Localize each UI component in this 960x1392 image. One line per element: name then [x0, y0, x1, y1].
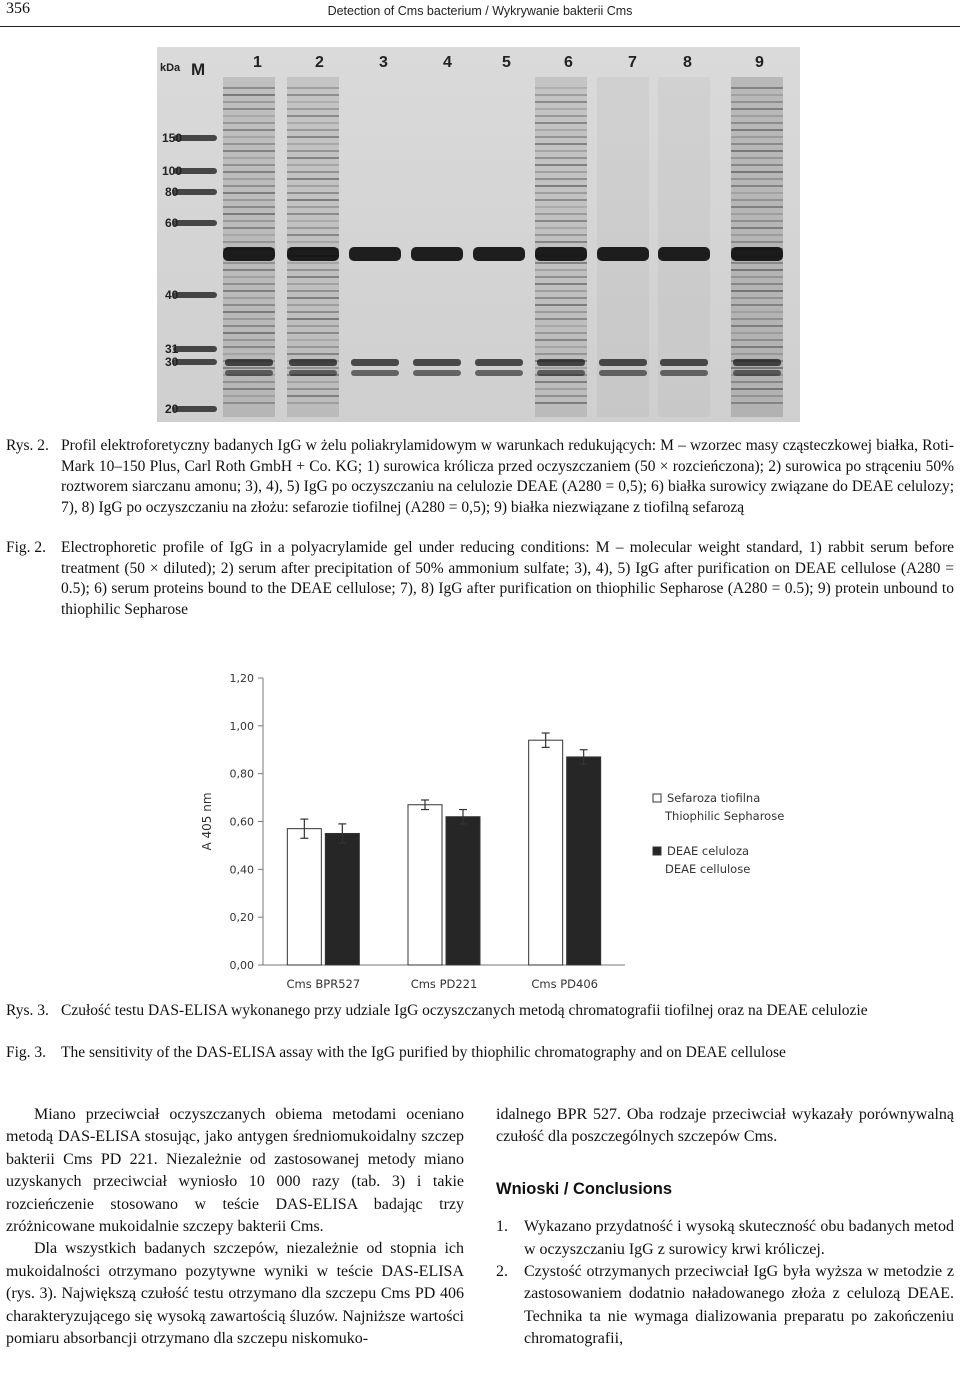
gel-marker-label-100: 100	[162, 164, 183, 178]
fig2-caption-pl	[6, 436, 954, 518]
gel-kda-label: kDa	[160, 62, 181, 74]
gel-marker-label-31: 31	[165, 342, 179, 356]
legend-label: Sefaroza tiofilna	[667, 791, 761, 805]
x-category-label: Cms PD221	[410, 977, 478, 991]
y-axis-title: A 405 nm	[200, 792, 214, 851]
conclusion-item	[496, 1261, 954, 1351]
gel-lane-label-2: 2	[315, 54, 324, 71]
fig2-text-pl: Profil elektroforetyczny badanych IgG w żelu poliakrylamidowym w warunkach redukujących: M – wzorzec masy cząsteczkowej białka, Roti-Mark 10–150 Plus, Carl Roth GmbH + Co. KG; 1) surowica królicza przed oczyszczaniem (50 × rozcieńczona); 2) surowica po strąceniu 50% roztworem siarczanu amonu; 3), 4), 5) IgG po oczyszczaniu na celulozie DEAE (A280 = 0,5); 6) białka surowicy związane do DEAE celulozy; 7), 8) IgG po oczyszczaniu na złożu: sefarozie tiofilnej (A280 = 0,5); 9) białka niezwiązane z tiofilną sefarozą	[61, 437, 954, 516]
gel-marker-label-30: 30	[165, 355, 179, 369]
gel-lane-label-1: 1	[253, 54, 262, 71]
body-column-left	[6, 1104, 464, 1350]
bar-deae-1	[446, 817, 480, 965]
bar-sepharose-0	[287, 829, 321, 965]
running-title: Detection of Cms bacterium / Wykrywanie bakterii Cms	[327, 4, 633, 18]
y-tick-label: 0,00	[229, 959, 254, 972]
y-tick-label: 0,40	[229, 863, 254, 877]
gel-marker-label-80: 80	[165, 185, 179, 199]
gel-lane-label-3: 3	[379, 54, 388, 71]
bar-sepharose-2	[529, 740, 563, 965]
body-paragraph: Dla wszystkich badanych szczepów, niezależnie od stopnia ich mukoidalności otrzymano pozytywne wyniki w teście DAS-ELISA (rys. 3). Największą czułość testu otrzymano dla szczepu Cms PD 406 charakteryzującego się wysoką zawartością śluzów. Najniższe wartości pomiaru absorbancji otrzymano dla szczepu niskomuko-	[6, 1240, 464, 1348]
fig3-caption-en	[6, 1043, 954, 1064]
gel-lane-label-6: 6	[564, 54, 573, 71]
gel-marker-label-40: 40	[165, 288, 179, 302]
body-column-right	[496, 1104, 954, 1351]
x-category-label: Cms PD406	[531, 977, 598, 991]
x-category-label: Cms BPR527	[286, 977, 361, 991]
fig3-label-pl: Rys. 3.	[6, 1002, 49, 1019]
legend-swatch	[653, 794, 661, 802]
bar-deae-2	[567, 757, 601, 965]
fig2-label-pl: Rys. 2.	[6, 437, 49, 454]
body-paragraph: Miano przeciwciał oczyszczanych obiema metodami oceniano metodą DAS-ELISA stosując, jako antygen średniomukoidalny szczep bakterii Cms PD 221. Niezależnie od zastosowanej metody miano uzyskanych przeciwciał wyniosło 10 000 razy (tab. 3) i takie rozcieńczenie stosowano w teście DAS-ELISA badając trzy zróżnicowane mukoidalnie szczepy bakterii Cms.	[6, 1106, 464, 1236]
y-tick-label: 0,80	[229, 767, 254, 781]
gel-lane-label-7: 7	[628, 54, 637, 71]
conclusions-list	[496, 1216, 954, 1350]
legend-label-en: Thiophilic Sepharose	[665, 809, 785, 823]
gel-lane-label-M: M	[191, 60, 206, 79]
conclusion-text: Wykazano przydatność i wysoką skuteczność obu badanych metod w oczyszczaniu IgG z surowicy krwi króliczej.	[524, 1218, 954, 1258]
fig2-text-en: Electrophoretic profile of IgG in a polyacrylamide gel under reducing conditions: M – molecular weight standard, 1) rabbit serum before treatment (50 × diluted); 2) serum after precipitation of 50% ammonium sulfate; 3), 4), 5) IgG after purification on DEAE cellulose (A280 = 0.5); 6) serum proteins bound to the DEAE cellulose; 7), 8) IgG after purification on thiophilic Sepharose (A280 = 0.5); 9) protein unbound to thiophilic Sepharose	[61, 539, 954, 618]
conclusion-number: 2.	[496, 1263, 508, 1281]
conclusions-heading: Wnioski / Conclusions	[496, 1179, 673, 1198]
conclusion-number: 1.	[496, 1218, 508, 1236]
gel-marker-label-150: 150	[162, 131, 183, 145]
gel-lane-label-4: 4	[443, 54, 452, 71]
gel-lane-label-9: 9	[755, 54, 764, 71]
y-tick-label: 0,60	[229, 815, 254, 829]
fig3-text-en: The sensitivity of the DAS-ELISA assay with the IgG purified by thiophilic chromatography and on DEAE cellulose	[61, 1044, 786, 1061]
gel-lane-label-5: 5	[502, 54, 511, 71]
conclusion-text: Czystość otrzymanych przeciwciał IgG była wyższa w metodzie z zastosowaniem dodatnio naładowanego złoża z celulozą DEAE. Technika ta nie wymaga dializowania preparatu po zakończeniu chromatografii,	[524, 1263, 954, 1348]
running-header	[0, 0, 960, 27]
fig2-label-en: Fig. 2.	[6, 539, 47, 556]
legend-label-en: DEAE cellulose	[665, 862, 751, 876]
gel-marker-label-60: 60	[165, 216, 179, 230]
gel-electrophoresis-figure	[157, 47, 800, 422]
conclusion-item	[496, 1216, 954, 1261]
body-paragraph: idalnego BPR 527. Oba rodzaje przeciwciał wykazały porównywalną czułość dla poszczególnych szczepów Cms.	[496, 1106, 954, 1146]
page-number: 356	[6, 0, 30, 17]
fig2-caption-en	[6, 538, 954, 620]
gel-image	[157, 47, 800, 422]
bar-deae-0	[325, 833, 359, 965]
legend-label: DEAE celuloza	[667, 844, 750, 858]
bar-sepharose-1	[408, 805, 442, 965]
legend-swatch	[653, 847, 661, 855]
elisa-bar-chart	[185, 658, 815, 998]
fig3-label-en: Fig. 3.	[6, 1044, 47, 1061]
y-tick-label: 0,20	[229, 911, 254, 925]
bar-chart	[185, 658, 815, 998]
fig3-text-pl: Czułość testu DAS-ELISA wykonanego przy udziale IgG oczyszczanych metodą chromatografii tiofilnej oraz na DEAE celulozie	[61, 1002, 868, 1019]
gel-marker-label-20: 20	[165, 402, 179, 416]
y-tick-label: 1,20	[229, 672, 254, 685]
y-tick-label: 1,00	[229, 719, 254, 733]
fig3-caption-pl	[6, 1001, 954, 1022]
gel-lane-label-8: 8	[683, 54, 692, 71]
